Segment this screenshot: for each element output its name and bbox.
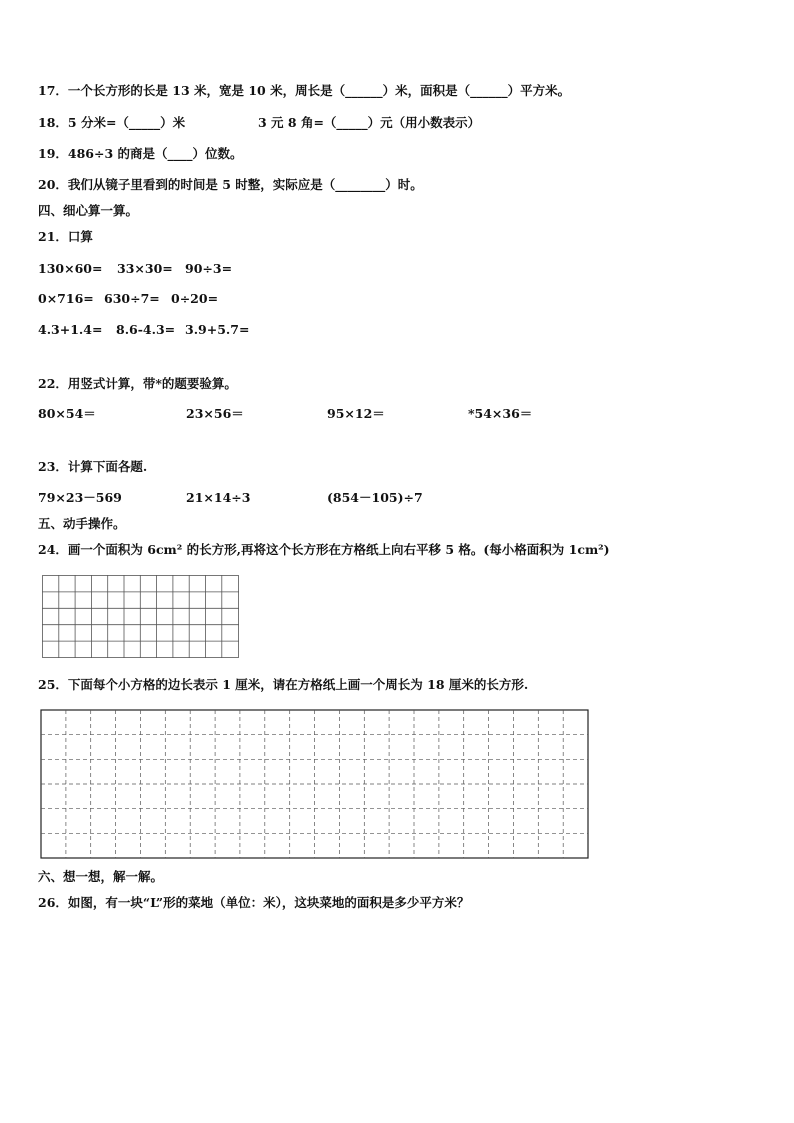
calc-item: 21×14÷3 [186, 490, 251, 505]
oral-calc-item: 0×716= [38, 291, 94, 306]
calc-item: 79×23－569 [38, 490, 122, 505]
vertical-calc-item: *54×36＝ [468, 406, 533, 421]
oral-calc-item: 130×60= [38, 261, 103, 276]
oral-calc-item: 0÷20= [171, 291, 219, 306]
vertical-calc-item: 80×54＝ [38, 406, 96, 421]
oral-calc-item: 630÷7= [104, 291, 160, 306]
square-grid-small[interactable] [42, 575, 240, 659]
question-24: 24．画一个面积为 6cm² 的长方形,再将这个长方形在方格纸上向右平移 5 格。(每小格面积为 1cm²) [38, 542, 610, 557]
oral-calc-item: 33×30= [117, 261, 173, 276]
question-18-part-a: 18．5 分米=（_____）米 [38, 115, 186, 130]
section-6-heading: 六、想一想，解一解。 [38, 869, 164, 884]
question-21: 21．口算 [38, 229, 93, 244]
oral-calc-item: 8.6-4.3= [116, 322, 176, 337]
question-20: 20．我们从镜子里看到的时间是 5 时整，实际应是（________）时。 [38, 177, 423, 192]
calc-item: (854－105)÷7 [327, 490, 423, 505]
oral-calc-item: 4.3+1.4= [38, 322, 103, 337]
question-22: 22．用竖式计算，带*的题要验算。 [38, 376, 237, 391]
question-25: 25．下面每个小方格的边长表示 1 厘米，请在方格纸上画一个周长为 18 厘米的长方形. [38, 677, 529, 692]
section-5-heading: 五、动手操作。 [38, 516, 126, 531]
section-4-heading: 四、细心算一算。 [38, 203, 139, 218]
question-17: 17．一个长方形的长是 13 米，宽是 10 米，周长是（______）米，面积是（______）平方米。 [38, 83, 571, 98]
question-19: 19．486÷3 的商是（____）位数。 [38, 146, 243, 161]
question-26: 26．如图，有一块“L”形的菜地（单位：米），这块菜地的面积是多少平方米？ [38, 895, 470, 910]
vertical-calc-item: 95×12＝ [327, 406, 385, 421]
question-18-part-b: 3 元 8 角=（_____）元（用小数表示） [258, 115, 481, 130]
question-23: 23．计算下面各题. [38, 459, 148, 474]
oral-calc-item: 90÷3= [185, 261, 233, 276]
oral-calc-item: 3.9+5.7= [185, 322, 250, 337]
square-grid-large[interactable] [40, 709, 590, 861]
vertical-calc-item: 23×56＝ [186, 406, 244, 421]
